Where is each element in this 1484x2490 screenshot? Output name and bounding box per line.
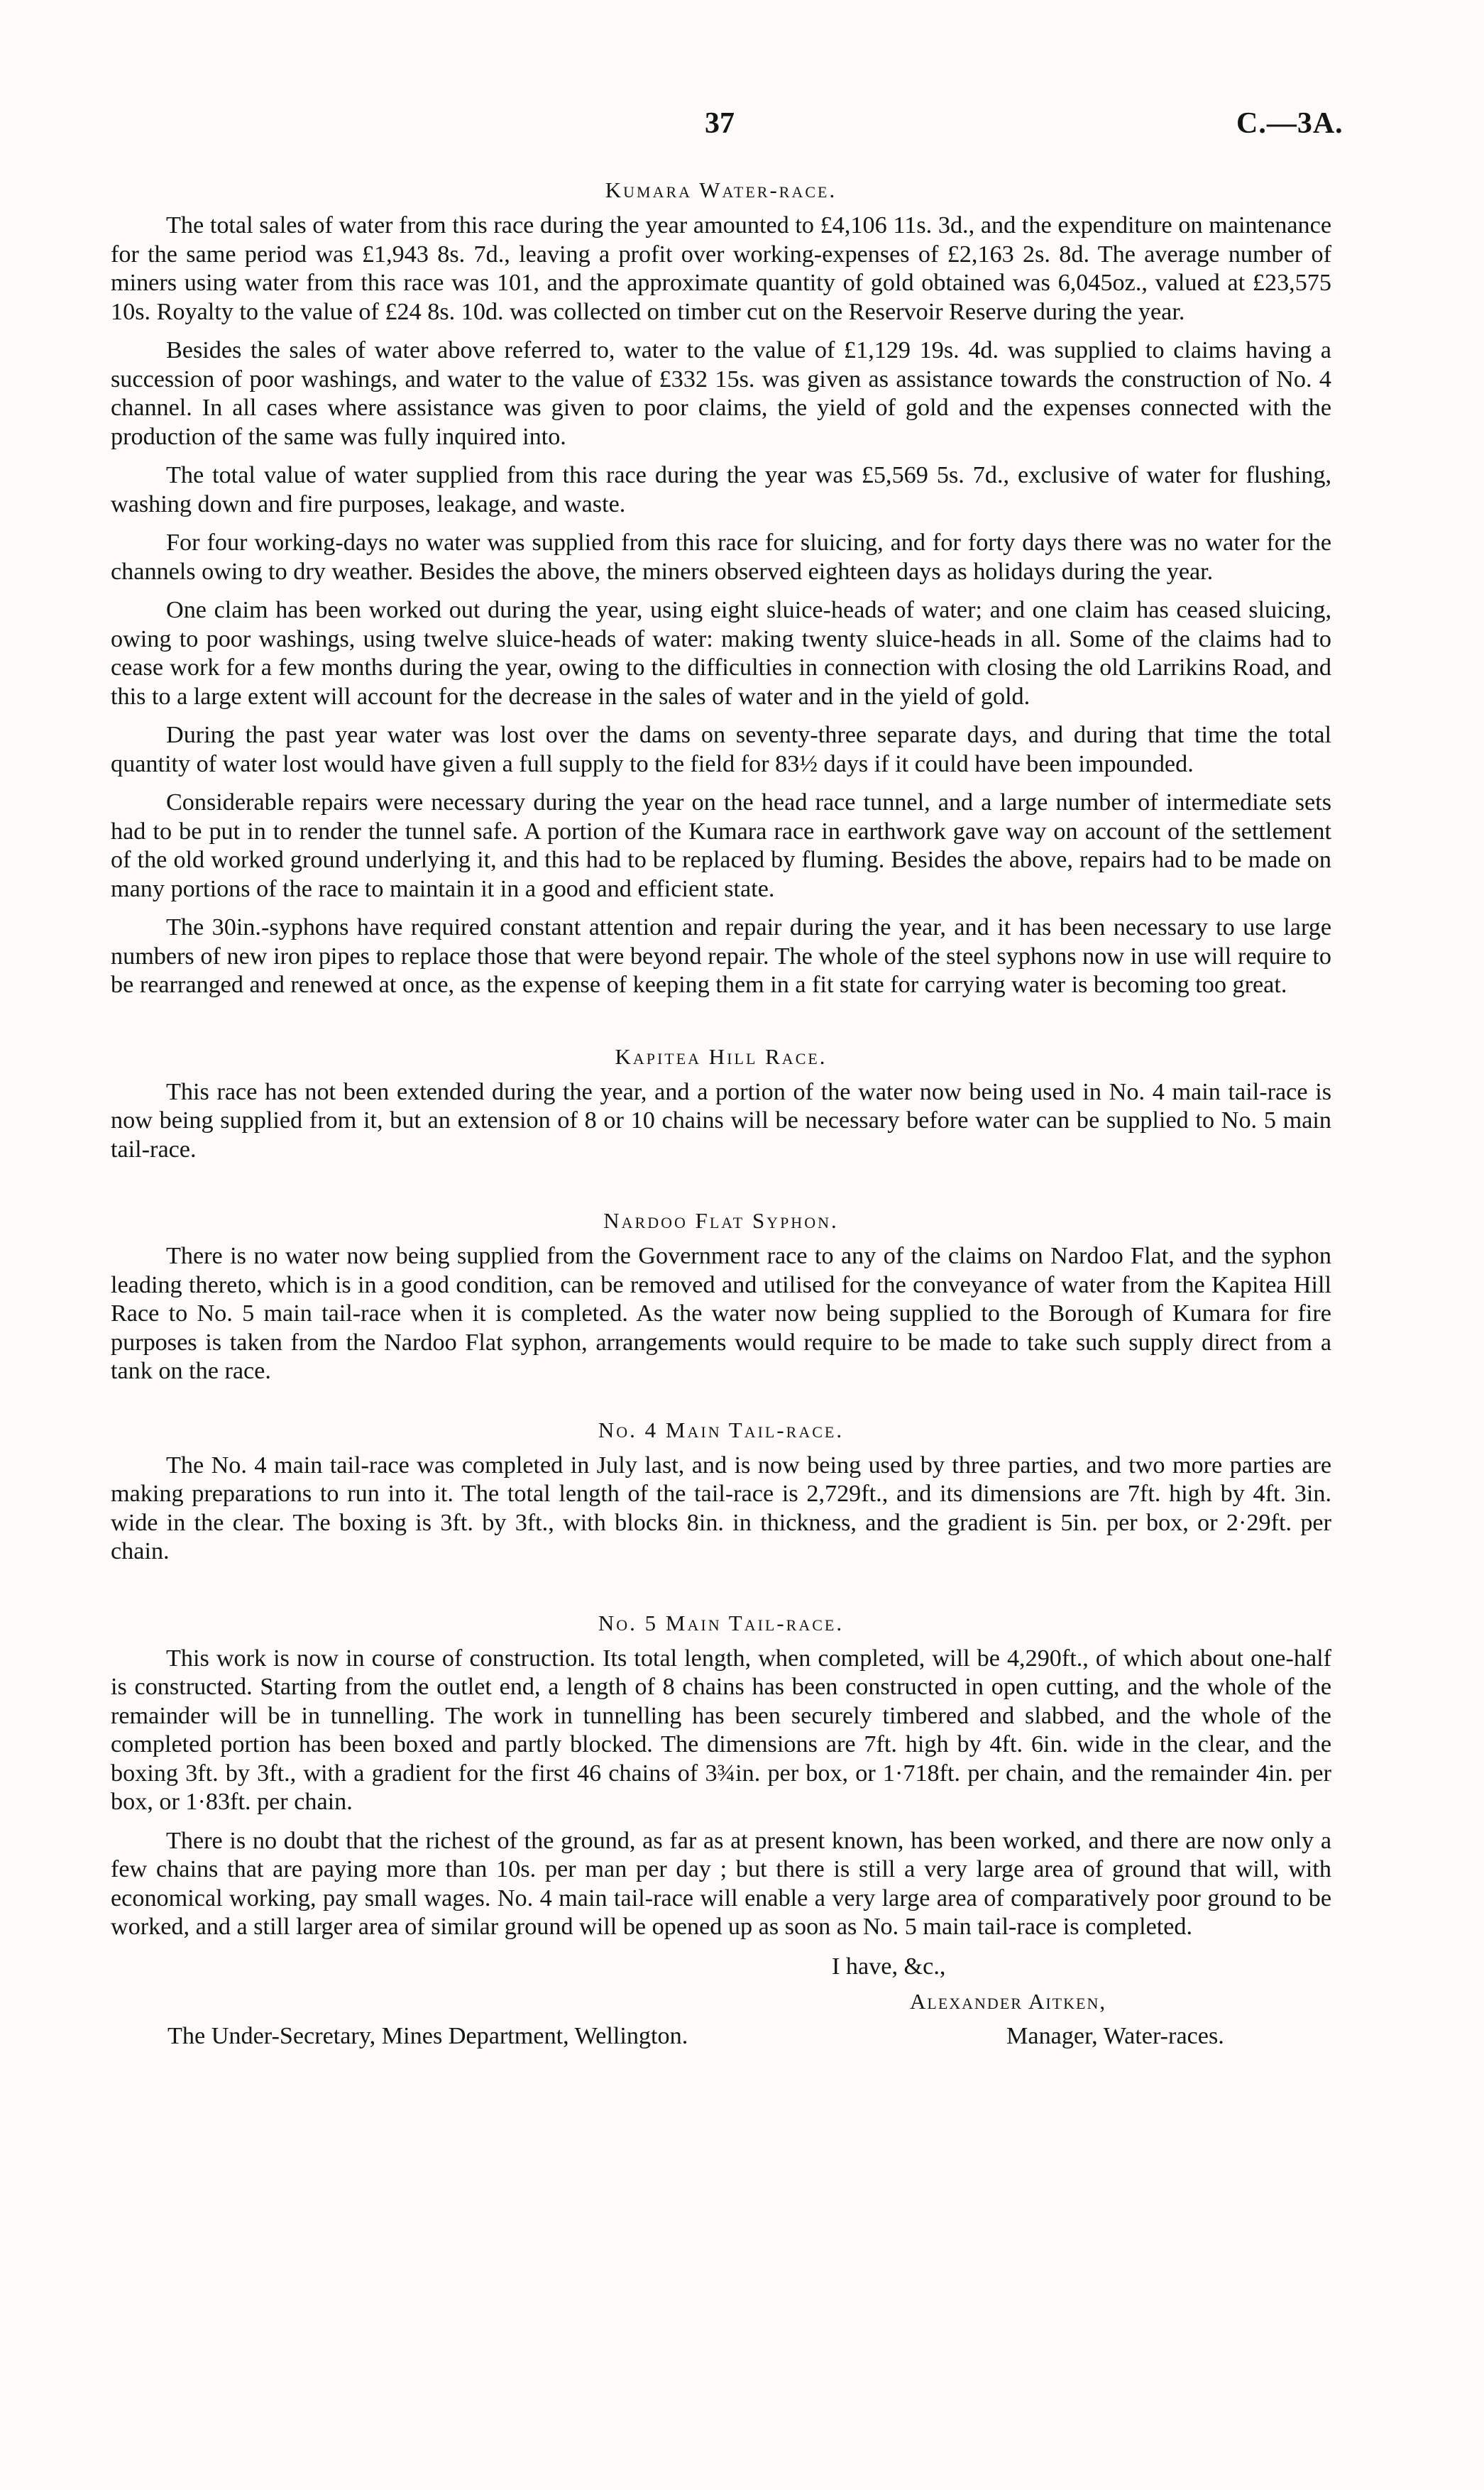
section-spacer [111, 1174, 1331, 1207]
section-kapitea-hill-race [111, 1043, 1331, 1165]
section-no4-main-tail-race [111, 1416, 1331, 1567]
section-nardoo-flat-syphon [111, 1207, 1331, 1386]
section-heading: No. 4 Main Tail-race. [598, 1417, 845, 1442]
letter-closing [111, 1952, 1331, 2058]
paragraph: For four working-days no water was supplied from this race for sluicing, and for forty days there was no water for the channels owing to dry weather. Besides the above, the miners observed eighteen days as holidays during the year. [111, 530, 1331, 585]
page-reference: C.—3A. [1236, 107, 1343, 140]
page-number: 37 [705, 107, 735, 140]
section-spacer [111, 1576, 1331, 1609]
paragraph: The 30in.-syphons have required constant attention and repair during the year, and it has been necessary to use large numbers of new iron pipes to replace those that were beyond repair. The whole of the steel syphons now in use will require to be rearranged and renewed at once, as the expense of keeping them in a fit state for carrying water is becoming too great. [111, 914, 1331, 998]
signatory-title: Manager, Water-races. [1006, 2022, 1224, 2049]
paragraph: The No. 4 main tail-race was completed in July last, and is now being used by three parties, and two more parties are making preparations to run into it. The total length of the tail-race is 2,729ft., and its dimensions are 7ft. high by 4ft. 3in. wide in the clear. The boxing is 3ft. by 3ft., with blocks 8in. in thickness, and the gradient is 5in. per box, or 2·29ft. per chain. [111, 1452, 1331, 1564]
report-body [111, 176, 1331, 2058]
section-heading: No. 5 Main Tail-race. [598, 1610, 845, 1635]
section-no5-main-tail-race [111, 1609, 1331, 1942]
paragraph: One claim has been worked out during the year, using eight sluice-heads of water; and one claim has ceased sluicing, owing to poor washings, using twelve sluice-heads of water: making twenty sluice-heads in all. Some of the claims had to cease work for a few months during the year, owing to the difficulties in connection with closing the old Larrikins Road, and this to a large extent will account for the decrease in the sales of water and in the yield of gold. [111, 597, 1331, 710]
paragraph: Considerable repairs were necessary during the year on the head race tunnel, and a large number of intermediate sets had to be put in to render the tunnel safe. A portion of the Kumara race in earthwork gave way on account of the settlement of the old worked ground underlying it, and this had to be replaced by fluming. Besides the above, repairs had to be made on many portions of the race to maintain it in a good and efficient state. [111, 789, 1331, 902]
section-spacer [111, 1396, 1331, 1416]
paragraph: The total value of water supplied from this race during the year was £5,569 5s. 7d., exclusive of water for flushing, washing down and fire purposes, leakage, and waste. [111, 462, 1331, 517]
paragraph: This race has not been extended during the year, and a portion of the water now being used in No. 4 main tail-race is now being supplied from it, but an extension of 8 or 10 chains will be necessary before water can be supplied to No. 5 main tail-race. [111, 1078, 1331, 1163]
paragraph: There is no water now being supplied from the Government race to any of the claims on Nardoo Flat, and the syphon leading thereto, which is in a good condition, can be removed and utilised for the conveyance of water from the Kapitea Hill Race to No. 5 main tail-race when it is completed. As the water now being supplied to the Borough of Kumara for fire purposes is taken from the Nardoo Flat syphon, arrangements would require to be made to take such supply direct from a tank on the race. [111, 1243, 1331, 1384]
section-heading: Nardoo Flat Syphon. [603, 1208, 839, 1233]
paragraph: Besides the sales of water above referred to, water to the value of £1,129 19s. 4d. was supplied to claims having a succession of poor washings, and water to the value of £332 15s. was given as assistance towards the construction of No. 4 channel. In all cases where assistance was given to poor claims, the yield of gold and the expenses connected with the production of the same was fully inquired into. [111, 337, 1331, 450]
paragraph: The total sales of water from this race during the year amounted to £4,106 11s. 3d., and the expenditure on maintenance for the same period was £1,943 8s. 7d., leaving a profit over working-expenses of £2,163 2s. 8d. The average number of miners using water from this race was 101, and the approximate quantity of gold obtained was 6,045oz., valued at £23,575 10s. Royalty to the value of £24 8s. 10d. was collected on timber cut on the Reservoir Reserve during the year. [111, 212, 1331, 325]
signatory-name: Alexander Aitken, [910, 1988, 1107, 2014]
section-spacer [111, 1010, 1331, 1043]
section-kumara-water-race [111, 176, 1331, 1000]
section-heading: Kumara Water-race. [605, 177, 837, 202]
closing-greeting: I have, &c., [832, 1953, 946, 1980]
addressee: The Under-Secretary, Mines Department, Wellington. [167, 2022, 688, 2049]
paragraph: There is no doubt that the richest of the ground, as far as at present known, has been worked, and there are now only a few chains that are paying more than 10s. per man per day ; but there is still a very large area of ground that will, with economical working, pay small wages. No. 4 main tail-race will enable a very large area of comparatively poor ground to be worked, and a still larger area of similar ground will be opened up as soon as No. 5 main tail-race is completed. [111, 1827, 1331, 1940]
paragraph: This work is now in course of construction. Its total length, when completed, will be 4,290ft., of which about one-half is constructed. Starting from the outlet end, a length of 8 chains has been constructed in open cutting, and the whole of the remainder will be in tunnelling. The work in tunnelling has been securely timbered and slabbed, and the whole of the completed portion has been boxed and partly blocked. The dimensions are 7ft. high by 4ft. 6in. wide in the clear, and the boxing 3ft. by 3ft., with a gradient for the first 46 chains of 3¾in. per box, or 1·718ft. per chain, and the remainder 4in. per box, or 1·83ft. per chain. [111, 1645, 1331, 1815]
section-heading: Kapitea Hill Race. [615, 1043, 828, 1069]
paragraph: During the past year water was lost over the dams on seventy-three separate days, and during that time the total quantity of water lost would have given a full supply to the field for 83½ days if it could have been impounded. [111, 722, 1331, 777]
